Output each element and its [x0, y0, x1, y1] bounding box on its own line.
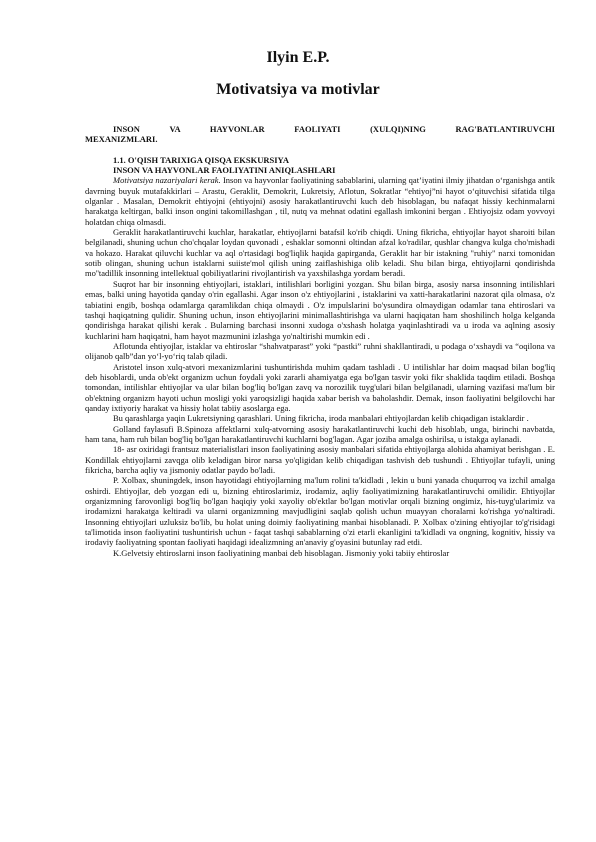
paragraph-lead: Motivatsiya nazariyalari kerak. — [113, 175, 221, 186]
section-heading-line-1: 1.1. O'QISH TARIXIGA QISQA EKSKURSIYA — [113, 154, 290, 165]
chapter-heading-line-1: INSON VA HAYVONLAR FAOLIYATI (XULQI)NING RAG'BATLANTIRUVCHI — [113, 124, 555, 134]
paragraph: Geraklit harakatlantiruvchi kuchlar, harakatlar, ehtiyojlarni batafsil ko'rib chiqdi. Uning fikricha, ehtiyojlar hayot sharoiti bilan belgilanadi, shuning uchun cho'chqalar loydan quvonadi , eshaklar somonni oltindan afzal ko'radilar, qushlar changva kulga cho'mishadi va hokazo. Harakat qiluvchi kuchlar va aql o'rtasidagi bog'liqlik haqida gapirganda, Geraklit har bir istakning "ruhiy" narxi tomonidan sotib olingan, shuning uchun istaklarni suiiste'mol qilish uning zaiflashishiga olib keladi. Shu bilan birga, ehtiyojlarni qondirishda mo''tadillik insonning intellektual qobiliyatlarini rivojlantirish va yaxshilashga yordam beradi. — [85, 227, 555, 279]
paragraph: Aflotunda ehtiyojlar, istaklar va ehtiroslar “shahvatparast” yoki “pastki” ruhni shakllantiradi, u podaga o‘xshaydi va “oqilona va olijanob qalb”dan yo‘l-yo‘riq talab qiladi. — [85, 340, 555, 362]
author-heading: Ilyin E.P. — [266, 49, 330, 66]
paragraph: P. Xolbax, shuningdek, inson hayotidagi ehtiyojlarning ma'lum rolini ta'kidladi , lekin u buni yanada chuqurroq va izchil amalga oshirdi. Ehtiyojlar, deb yozgan edi u, bizning ehtiroslarimiz, irodamiz, aqliy faoliyatimizning harakatlantiruvchi omilidir. Ehtiyojlar organizmning farovonligi bog'liq bo'lgan haqiqiy yoki xayoliy ob'ektlar bo'lgan motivlar orqali bizning ongimiz, his-tuyg'ularimiz va irodamizni harakatga keltiradi va ularni organizmning mavjudligini saqlab qolish uchun muayyan choralarni ko'rishga yo'naltiradi. Insonning ehtiyojlari uzluksiz bo'lib, bu holat uning doimiy faoliyatining manbai hisoblanadi. P. Xolbax o'zining ehtiyojlar to'g'risidagi ta'limotida inson faoliyatini tushuntirish uchun - faqat tashqi sabablarning o'zi etarli ekanligini ta'kidladi va ongning, kognitiv, hissiy va irodaviy faoliyatning spontan faoliyati haqidagi idealizmning an'anaviy g'oyasini butunlay rad etdi. — [85, 475, 555, 548]
paragraph: Suqrot har bir insonning ehtiyojlari, istaklari, intilishlari borligini yozgan. Shu bilan birga, asosiy narsa insonning intilishlari emas, balki uning hayotida qanday o'rin egallashi. Agar inson o'z ehtiyojlarini , istaklarini va xatti-harakatlarini nazorat qila olmasa, o'z tabiatini engib, boshqa odamlarga qaramlikdan chiqa olmaydi . O'z impulslarini bo'ysundira olmaydigan odamlar tana ehtiroslari va tashqi haqiqatning qulidir. Shuning uchun, inson ehtiyojlarini minimallashtirishga va ularni haqiqatan ham shoshilinch holga kelganda qondirishga harakat qilishi kerak . Bularning barchasi insonni xudoga o'xshash holatga yaqinlashtiradi va u iroda va aqlning asosiy kuchlarini ham haqiqatni, ham hayot mazmunini izlashga yo'naltirishi mumkin edi . — [85, 278, 555, 341]
paragraph: Golland faylasufi B.Spinoza affektlarni xulq-atvorning asosiy harakatlantiruvchi kuchi deb hisoblab, unga, birinchi navbatda, ham tana, ham ruh bilan bog'liq bo'lgan harakatlantiruvchi kuchlarni bog'lagan. Agar joziba amalga oshirilsa, u istakga aylanadi. — [85, 423, 555, 444]
document-body — [85, 124, 555, 558]
paragraph: Bu qarashlarga yaqin Lukretsiyning qarashlari. Uning fikricha, iroda manbalari ehtiyojlardan kelib chiqadigan istaklardir . — [113, 413, 529, 424]
paragraph: K.Gelvetsiy ehtiroslarni inson faoliyatining manbai deb hisoblagan. Jismoniy yoki tabiiy ehtiroslar — [113, 547, 450, 558]
chapter-heading-line-2: MEXANIZMLARI. — [85, 134, 158, 145]
paragraph — [85, 175, 555, 227]
paragraph-text: Inson va hayvonlar faoliyatining sabablarini, ularning qat’iyatini ilmiy jihatdan o‘rganishga antik davrning buyuk mutafakkirlari – Arastu, Geraklit, Demokrit, Lukretsiy, Aflotun, Sokratlar “ehtiyoj”ni hayot o‘qituvchisi sifatida tilga olganlar . Masalan, Demokrit ehtiyojni (ehtiyojni) asosiy harakatlantiruvchi kuch deb hisoblagan, bu nafaqat hissiy kechinmalarni harakatga keltirgan, balki inson ongini takomillashgan , til, nutq va mehnat odatini egallash imkonini bergan . Ehtiyojsiz odam yovvoyi holatdan chiqa olmasdi. — [85, 175, 555, 227]
paragraph: Aristotel inson xulq-atvori mexanizmlarini tushuntirishda muhim qadam tashladi . U intilishlar har doim maqsad bilan bog'liq deb hisoblardi, unda ob'ekt organizm uchun foydali yoki zararli ahamiyatga ega bo'lgan tasvir yoki fikr shaklida taqdim etiladi. Boshqa tomondan, intilishlar ehtiyojlar va ular bilan bog'liq bo'lgan zavq va norozilik tuyg'ulari bilan belgilanadi, ularning vazifasi ma'lum bir ob'ektning organizm hayoti uchun mosligi yoki yaroqsizligi haqida xabar berish va baholashdir. Demak, inson faoliyatini belgilovchi har qanday ixtiyoriy harakat va hissiy holat tabiiy asoslarga ega. — [85, 361, 555, 413]
paragraph: 18- asr oxiridagi frantsuz materialistlari inson faoliyatining asosiy manbalari sifatida ehtiyojlarga alohida ahamiyat berishgan . E. Kondillak ehtiyojlarni zavqga olib keladigan biror narsa yo'qligidan kelib chiqadigan tashvish deb tushundi . Ehtiyojlar tufayli, uning fikricha, barcha aqliy va jismoniy odatlar paydo bo'ladi. — [85, 444, 555, 475]
section-heading-line-2: INSON VA HAYVONLAR FAOLIYATINI ANIQLASHLARI — [113, 165, 336, 176]
document-title: Motivatsiya va motivlar — [216, 81, 380, 98]
